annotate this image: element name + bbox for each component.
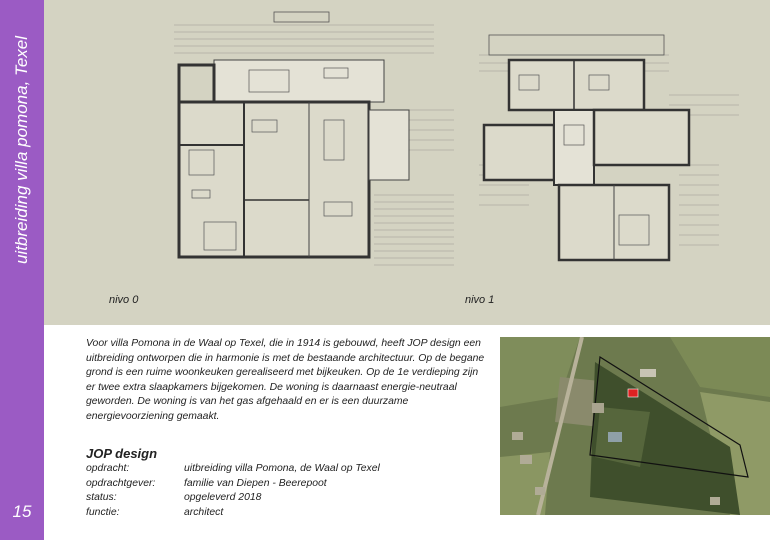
- floor-plan-level-0: [164, 10, 454, 285]
- info-value: opgeleverd 2018: [184, 492, 262, 504]
- info-value: familie van Diepen - Beerepoot: [184, 477, 327, 489]
- info-value: uitbreiding villa Pomona, de Waal op Texel: [184, 463, 380, 474]
- info-row: [86, 492, 380, 507]
- info-row: [86, 478, 380, 493]
- sidebar-title-text: uitbreiding villa pomona, Texel: [12, 35, 31, 265]
- info-key: opdrachtgever:: [86, 477, 156, 489]
- project-info-table: [86, 463, 380, 521]
- plan-label-level-0: nivo 0: [109, 294, 139, 306]
- page-number: 15: [12, 502, 32, 521]
- aerial-site-photo: [500, 337, 770, 515]
- info-key: functie:: [86, 506, 120, 518]
- roof-hatch-top: [174, 25, 434, 53]
- info-key: status:: [86, 492, 117, 504]
- plan-label-level-1: nivo 1: [465, 294, 495, 306]
- sidebar: [0, 0, 44, 540]
- sidebar-title: [0, 0, 44, 300]
- info-key: opdracht:: [86, 463, 130, 474]
- project-description: Voor villa Pomona in de Waal op Texel, die in 1914 is gebouwd, heeft JOP design een uitbreiding ontworpen die in harmonie is met de bestaande architectuur. Op de begane grond is een ruime woonkeuken gerealiseerd met bijkeuken. Op de 1e verdieping zijn er twee extra slaapkamers bijgekomen. De woning is daarnaast energie-neutraal geworden. De woning is van het gas afgehaald en er is een duurzame energievoorziening gemaakt.: [86, 338, 485, 422]
- info-value: architect: [184, 506, 224, 518]
- floor-plan-level-1: [469, 15, 759, 280]
- info-row: [86, 507, 380, 522]
- company-heading: JOP design: [86, 446, 158, 461]
- info-row: [86, 463, 380, 478]
- floor-plans-panel: [44, 0, 770, 325]
